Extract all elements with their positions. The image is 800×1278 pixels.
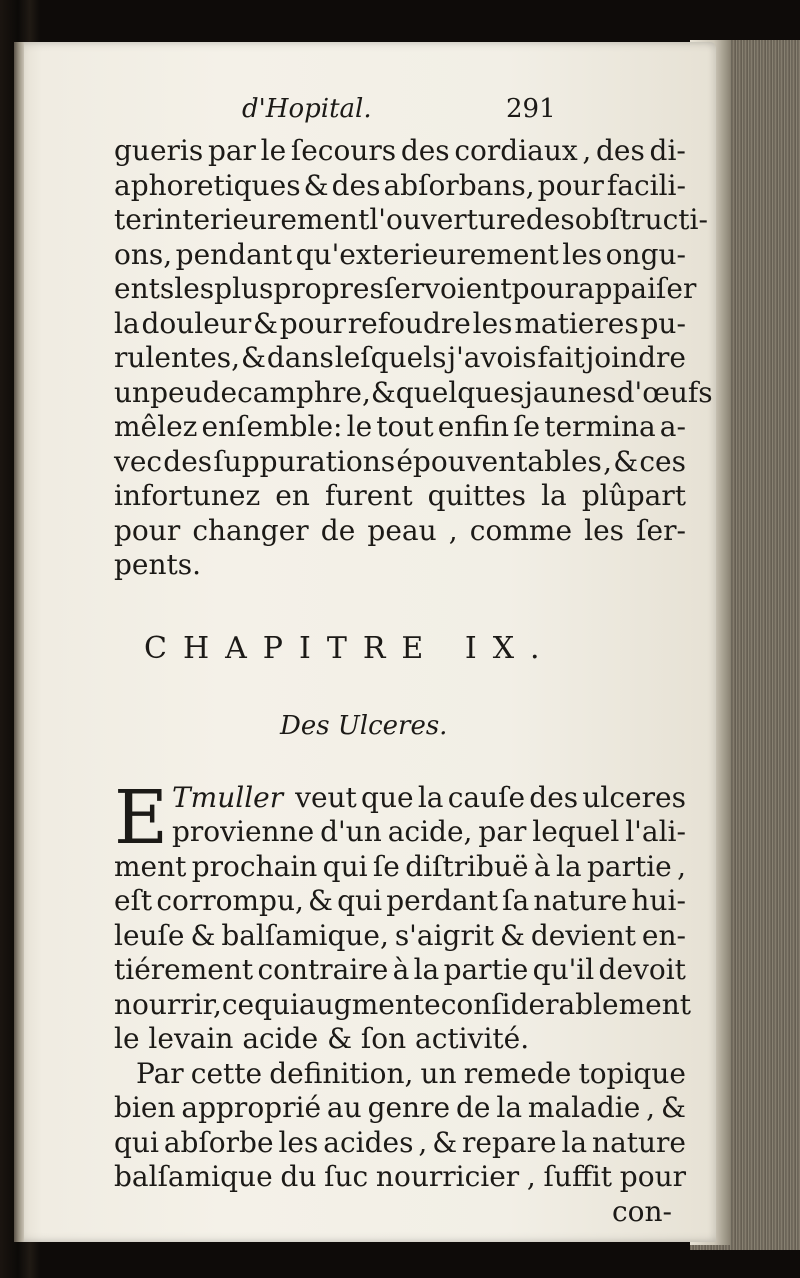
paragraph-2-opening: [114, 774, 686, 861]
text-line: pour changer de peau , comme les ſer-: [114, 513, 686, 547]
text-line: leuſe & balſamique, s'aigrit & devient en-: [114, 918, 686, 952]
drop-cap: E: [114, 774, 169, 861]
text-line: aphoretiques & des abſorbans, pour facili-: [114, 168, 686, 202]
paragraph-3: [114, 1057, 686, 1195]
text-line: ter interieurement l'ouverture des obſtructi-: [114, 203, 708, 236]
text-line: [172, 781, 686, 816]
text-line: rulentes, & dans leſquels j'avois fait joindre: [114, 341, 686, 374]
page-number: 291: [506, 94, 556, 124]
text-line: mêlez enſemble: le tout enfin ſe termina a-: [114, 410, 686, 443]
section-title: Des Ulceres.: [280, 710, 448, 741]
text-line: le levain acide & ſon activité.: [114, 1022, 530, 1055]
book-page: [14, 42, 716, 1242]
text-line: nourrir, ce qui augmente conſiderablement: [114, 987, 692, 1021]
text-line: ents les plus propres ſervoient pour appaiſer: [114, 272, 697, 305]
paragraph-1: [114, 134, 713, 583]
text-line: infortunez en furent quittes la plûpart: [114, 479, 686, 512]
text-line: balſamique du ſuc nourricier , ſuffit pour: [114, 1160, 686, 1193]
text-line: pents.: [114, 548, 202, 581]
paragraph-2: [114, 774, 692, 1057]
text-line: Par cette definition, un remede topique: [136, 1056, 686, 1090]
text-line: ment prochain qui ſe diſtribuë à la partie ,: [114, 849, 686, 883]
text-line: ons, pendant qu'exterieurement les ongu-: [114, 237, 686, 271]
text-line: un peu de camphre, & quelques jaunes d'œufs: [114, 375, 713, 409]
text-line: bien approprié au genre de la maladie , &: [114, 1091, 686, 1124]
running-head: [114, 94, 686, 134]
text-line: eſt corrompu, & qui perdant ſa nature hui-: [114, 884, 686, 917]
text-line-rest: veut que la cauſe des ulceres: [295, 780, 686, 814]
text-line: vec des ſuppurations épouventables , & ces: [114, 444, 686, 478]
text-line: la douleur & pour refoudre les matieres pu-: [114, 306, 686, 340]
text-line: provienne d'un acide, par lequel l'ali-: [172, 815, 686, 848]
author-name: Tmuller: [172, 780, 284, 814]
text-line: gueris par le ſecours des cordiaux , des di-: [114, 134, 686, 167]
text-line: qui abſorbe les acides , & repare la nature: [114, 1125, 686, 1159]
binding-gutter: [14, 42, 24, 1242]
catchword: con-: [611, 1194, 672, 1228]
running-title: d'Hopital.: [242, 94, 372, 124]
text-line: tiérement contraire à la partie qu'il devoit: [114, 953, 686, 986]
page-text: [114, 94, 713, 1229]
chapter-heading: CHAPITRE IX.: [144, 630, 556, 666]
